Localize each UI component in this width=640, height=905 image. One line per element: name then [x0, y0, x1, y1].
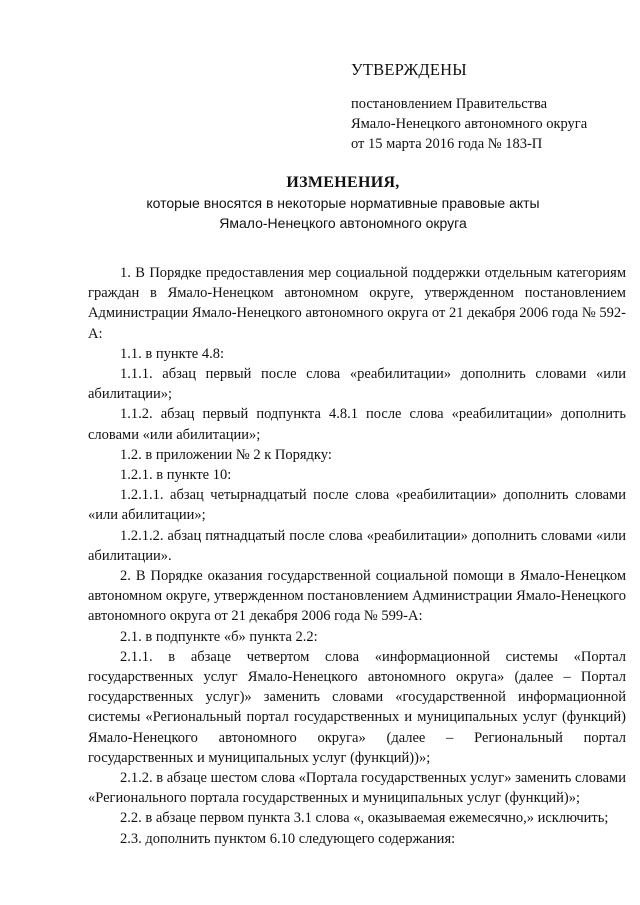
paragraph: 1.1.1. абзац первый после слова «реабилитации» дополнить словами «или абилитации»; — [88, 366, 626, 403]
paragraph: 2.3. дополнить пунктом 6.10 следующего содержания: — [120, 830, 456, 847]
paragraph: 1.2.1.2. абзац пятнадцатый после слова «реабилитации» дополнить словами «или абилитации». — [88, 527, 626, 564]
approval-line: постановлением Правительства — [351, 96, 548, 112]
paragraph: 1. В Порядке предоставления мер социальной поддержки отдельным категориям граждан в Ямало-Ненецком автономном округе, утвержденном постановлением Администрации Ямало-Ненецкого автономного округа от 21 декабря 2006 года № 592-А: — [88, 265, 626, 342]
paragraph: 2.1. в подпункте «б» пункта 2.2: — [120, 628, 318, 645]
approval-line: от 15 марта 2016 года № 183-П — [351, 136, 543, 152]
paragraph: 2.2. в абзаце первом пункта 3.1 слова «, оказываемая ежемесячно,» исключить; — [120, 810, 609, 827]
document-subtitle-line: которые вносятся в некоторые нормативные правовые акты — [146, 195, 540, 211]
approval-heading: УТВЕРЖДЕНЫ — [351, 60, 467, 79]
approval-line: Ямало-Ненецкого автономного округа — [351, 116, 588, 132]
paragraph: 2.1.2. в абзаце шестом слова «Портала государственных услуг» заменить словами «Регионального портала государственных и муниципальных услуг (функций)»; — [88, 770, 626, 807]
document-subtitle-line: Ямало-Ненецкого автономного округа — [219, 214, 467, 231]
document-title-block — [60, 172, 626, 233]
paragraph: 1.2.1. в пункте 10: — [120, 467, 232, 484]
document-body — [88, 263, 626, 849]
paragraph: 1.1. в пункте 4.8: — [120, 345, 225, 362]
paragraph: 1.2.1.1. абзац четырнадцатый после слова «реабилитации» дополнить словами «или абилитации»; — [88, 487, 626, 524]
paragraph: 1.1.2. абзац первый подпункта 4.8.1 после слова «реабилитации» дополнить словами «или абилитации»; — [88, 406, 626, 443]
paragraph: 2. В Порядке оказания государственной социальной помощи в Ямало-Ненецком автономном округе, утвержденном постановлением Администрации Ямало-Ненецкого автономного округа от 21 декабря 2006 года № 599-А: — [88, 568, 626, 625]
document-title: ИЗМЕНЕНИЯ, — [286, 174, 400, 191]
paragraph: 1.2. в приложении № 2 к Порядку: — [120, 446, 332, 463]
paragraph: 2.1.1. в абзаце четвертом слова «информационной системы «Портал государственных услуг Ямало-Ненецкого автономного округа» (далее – Портал государственных услуг)» заменить словами «государственной информационной системы «Региональный портал государственных и муниципальных услуг (функций) Ямало-Ненецкого автономного округа» (далее – Региональный портал государственных и муниципальных услуг (функций))»; — [88, 648, 626, 766]
approval-block — [351, 60, 631, 154]
